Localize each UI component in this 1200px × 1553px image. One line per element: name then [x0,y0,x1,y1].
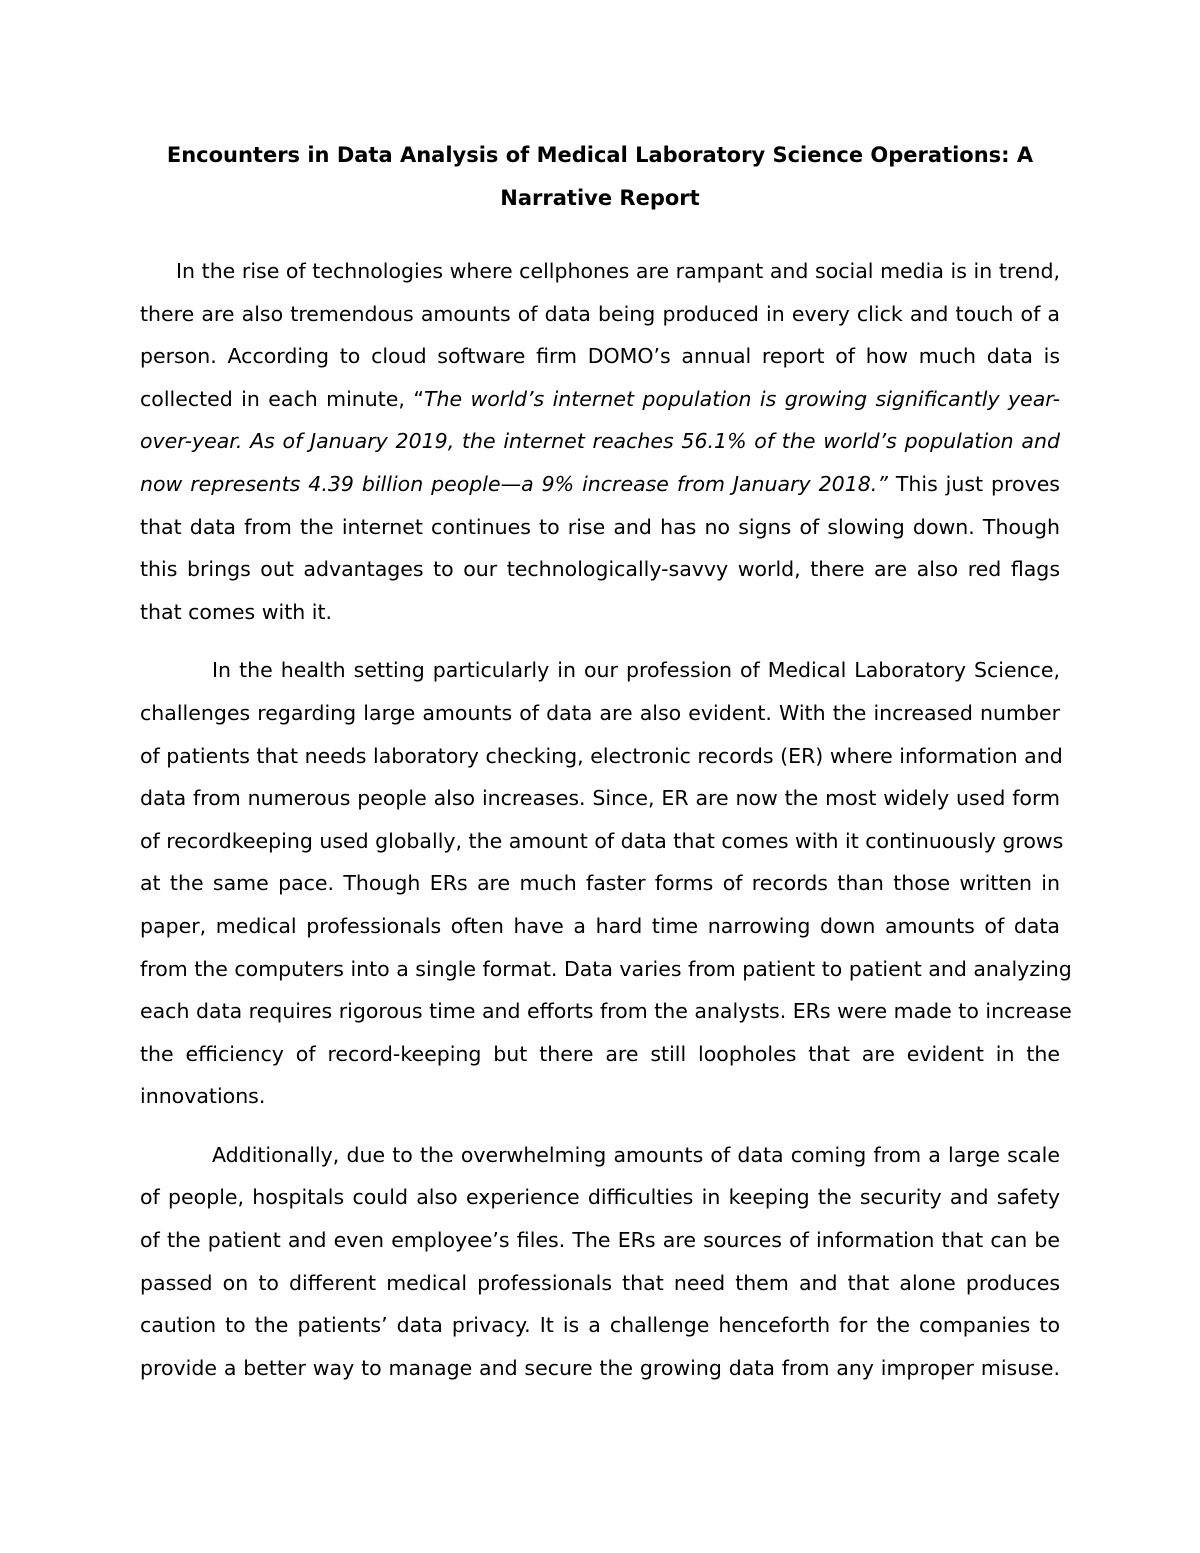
paragraph-1-line: that data from the internet continues to rise and has no signs of slowing down. Though [140,514,1060,539]
document-title [140,134,1060,220]
paragraph-3-line: of people, hospitals could also experience difficulties in keeping the security and safety [140,1185,1060,1210]
title-line-1: Encounters in Data Analysis of Medical Laboratory Science Operations: A [166,143,1034,167]
paragraph-2-line: innovations. [140,1084,266,1109]
paragraph-1-line [140,378,1060,421]
quote-open: collected in each minute, “ [140,386,424,411]
paragraph-3-line: caution to the patients’ data privacy. It is a challenge henceforth for the companies to [140,1313,1060,1338]
paragraph-2-line: at the same pace. Though ERs are much faster forms of records than those written in [140,871,1060,896]
paragraph-1-line: person. According to cloud software firm DOMO’s annual report of how much data is [140,344,1060,369]
paragraph-1-line: that comes with it. [140,599,332,624]
paragraph-2-line: from the computers into a single format. Data varies from patient to patient and analyzing [140,956,1072,981]
paragraph-2-line: each data requires rigorous time and efforts from the analysts. ERs were made to increase [140,999,1072,1024]
paragraph-3 [140,1134,1060,1390]
quote-text: now represents 4.39 billion people—a 9% increase from January 2018.” [140,471,888,496]
paragraph-2-line: In the health setting particularly in our profession of Medical Laboratory Science, [212,658,1060,683]
paragraph-3-line: provide a better way to manage and secure the growing data from any improper misuse. [140,1355,1060,1380]
paragraph-1-line [140,463,1060,506]
paragraph-1-line: this brings out advantages to our technologically-savvy world, there are also red flags [140,557,1060,582]
paragraph-1-line: there are also tremendous amounts of data being produced in every click and touch of a [140,301,1060,326]
paragraph-2 [140,649,1072,1118]
paragraph-2-line: of recordkeeping used globally, the amount of data that comes with it continuously grows [140,828,1064,853]
paragraph-3-line: passed on to different medical professionals that need them and that alone produces [140,1270,1060,1295]
paragraph-2-line: paper, medical professionals often have a hard time narrowing down amounts of data [140,913,1060,938]
paragraph-2-line: data from numerous people also increases. Since, ER are now the most widely used form [140,786,1060,811]
paragraph-1 [140,250,1060,633]
paragraph-2-line: of patients that needs laboratory checking, electronic records (ER) where information and [140,743,1063,768]
quote-followup: This just proves [887,471,1060,496]
paragraph-2-line: challenges regarding large amounts of data are also evident. With the increased number [140,700,1060,725]
paragraph-1-line: In the rise of technologies where cellphones are rampant and social media is in trend, [176,259,1060,283]
paragraph-2-line: the efficiency of record-keeping but there are still loopholes that are evident in the [140,1041,1060,1066]
title-line-2: Narrative Report [500,186,700,210]
quote-text: over-year. As of January 2019, the internet reaches 56.1% of the world’s population and [140,429,1060,454]
paragraph-3-line: of the patient and even employee’s files. The ERs are sources of information that can be [140,1228,1060,1253]
quote-text: The world’s internet population is growing significantly year- [423,386,1060,411]
paragraph-3-line: Additionally, due to the overwhelming amounts of data coming from a large scale [212,1142,1060,1167]
paragraph-1-line [140,420,1060,463]
